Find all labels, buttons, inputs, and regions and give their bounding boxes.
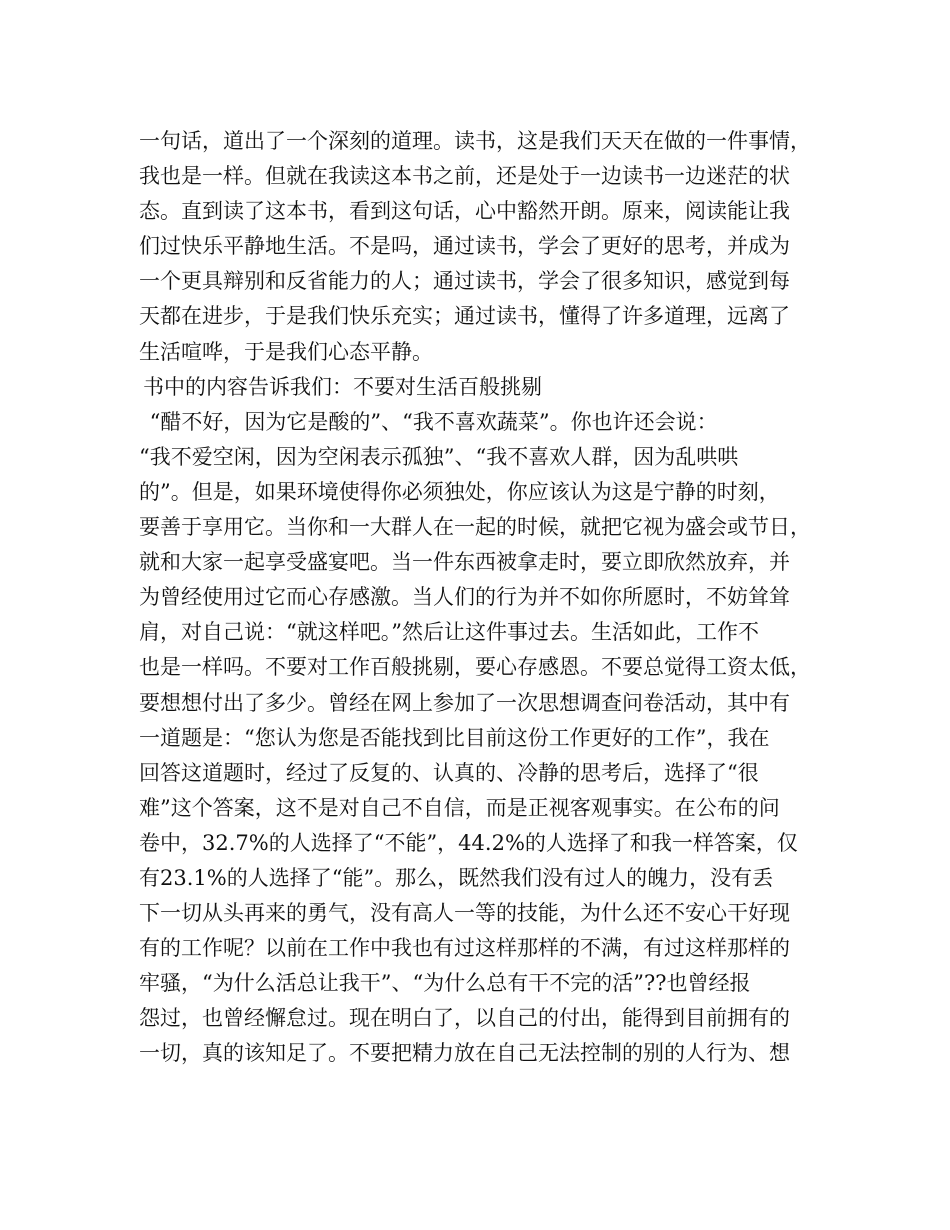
paragraph-line: 我也是一样。但就在我读这本书之前，还是处于一边读书一边迷茫的状	[139, 164, 790, 189]
paragraph-line: “我不爱空闲，因为空闲表示孤独”、“我不喜欢人群，因为乱哄哄	[139, 444, 739, 469]
paragraph-line: 牢骚，“为什么活总让我干”、“为什么总有干不完的活”??也曾经报	[139, 971, 751, 996]
paragraph-line: 有的工作呢？以前在工作中我也有过这样那样的不满，有过这样那样的	[139, 936, 790, 961]
paragraph-line: 一个更具辩别和反省能力的人；通过读书，学会了很多知识，感觉到每	[139, 269, 790, 294]
paragraph-line: 也是一样吗。不要对工作百般挑剔，要心存感恩。不要总觉得工资太低，	[139, 655, 811, 680]
paragraph-line: 有23.1%的人选择了“能”。那么，既然我们没有过人的魄力，没有丢	[139, 865, 774, 890]
paragraph-line: 一切，真的该知足了。不要把精力放在自己无法控制的别的人行为、想	[139, 1041, 790, 1066]
paragraph-line: 回答这道题时，经过了反复的、认真的、冷静的思考后，选择了“很	[139, 760, 759, 785]
document-body	[139, 124, 829, 1072]
paragraph-line: 生活喧哗，于是我们心态平静。	[139, 339, 433, 364]
paragraph-line: 卷中，32.7%的人选择了“不能”，44.2%的人选择了和我一样答案，仅	[139, 830, 798, 855]
paragraph-line: 难”这个答案，这不是对自己不自信，而是正视客观事实。在公布的问	[139, 795, 780, 820]
paragraph-line: 态。直到读了这本书，看到这句话，心中豁然开朗。原来，阅读能让我	[139, 199, 790, 224]
paragraph-line: 一句话，道出了一个深刻的道理。读书，这是我们天天在做的一件事情，	[139, 129, 811, 153]
paragraph-line: 怨过，也曾经懈怠过。现在明白了，以自己的付出，能得到目前拥有的	[139, 1006, 790, 1031]
paragraph-line: 一道题是：“您认为您是否能找到比目前这份工作更好的工作”，我在	[139, 725, 770, 750]
paragraph-line: 就和大家一起享受盛宴吧。当一件东西被拿走时，要立即欣然放弃，并	[139, 550, 790, 575]
paragraph-line: 要善于享用它。当你和一大群人在一起的时候，就把它视为盛会或节日，	[139, 515, 811, 540]
paragraph-line: 为曾经使用过它而心存感激。当人们的行为并不如你所愿时，不妨耸耸	[139, 585, 790, 610]
paragraph-line: 肩，对自己说：“就这样吧。”然后让这件事过去。生活如此，工作不	[139, 620, 759, 645]
paragraph-line: 天都在进步，于是我们快乐充实；通过读书，懂得了许多道理，远离了	[139, 304, 790, 329]
paragraph-line: “醋不好，因为它是酸的”、“我不喜欢蔬菜”。你也许还会说：	[143, 409, 718, 434]
paragraph-line: 要想想付出了多少。曾经在网上参加了一次思想调查问卷活动，其中有	[139, 690, 790, 715]
paragraph-line: 的”。但是，如果环境使得你必须独处，你应该认为这是宁静的时刻，	[139, 479, 780, 504]
paragraph-line: 们过快乐平静地生活。不是吗，通过读书，学会了更好的思考，并成为	[139, 234, 790, 259]
section-heading: 书中的内容告诉我们：不要对生活百般挑剔	[143, 374, 542, 399]
paragraph-line: 下一切从头再来的勇气，没有高人一等的技能，为什么还不安心干好现	[139, 901, 790, 926]
